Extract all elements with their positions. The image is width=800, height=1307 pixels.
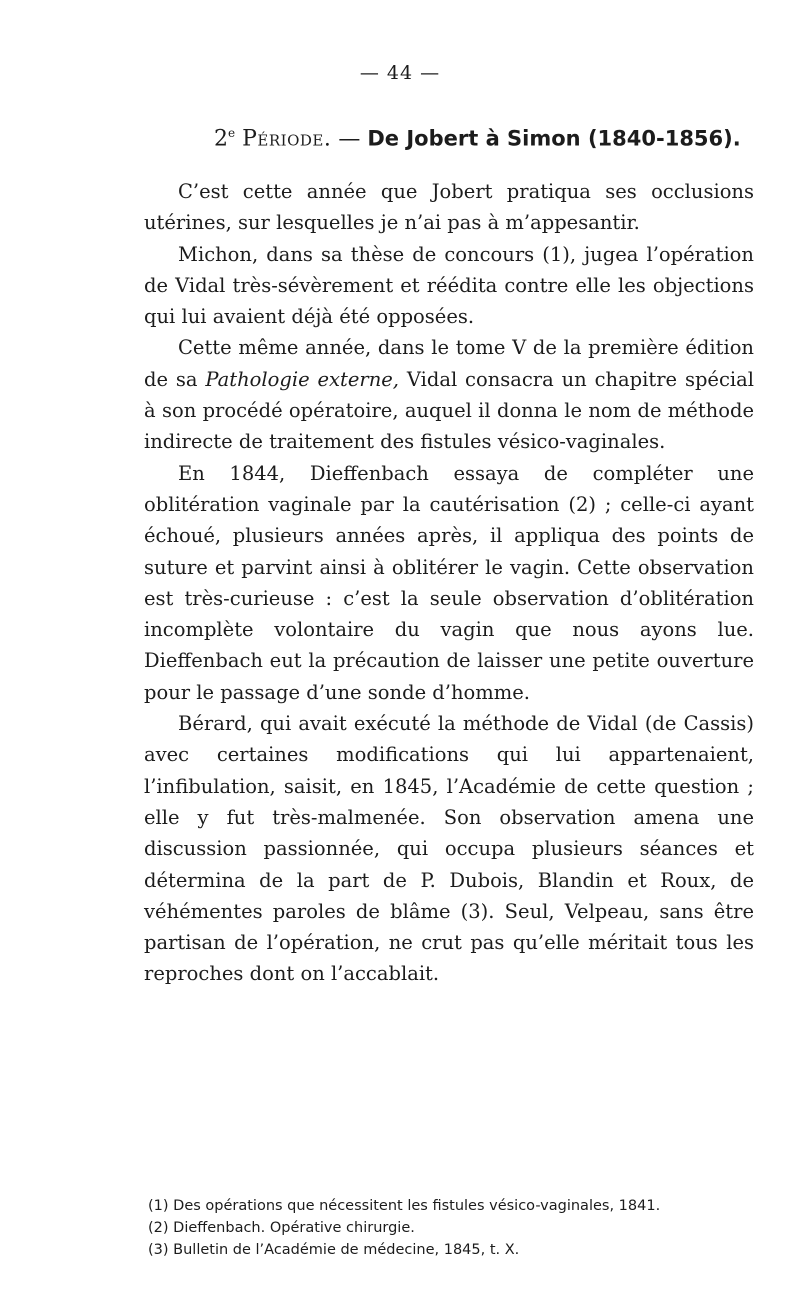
paragraph: C’est cette année que Jobert pratiqua ses occlusions utérines, sur lesquelles je n’ai pas à m’appesantir. [144,180,754,235]
book-title: Pathologie externe, [205,367,399,391]
footnotes [148,1195,758,1261]
heading-dash: — [338,126,361,152]
footnote: (3) Bulletin de l’Académie de médecine, 1845, t. X. [148,1242,520,1258]
body-text [144,176,754,990]
paragraph: Michon, dans sa thèse de concours (1), jugea l’opération de Vidal très-sévèrement et réédita contre elle les objections qui lui avaient déjà été opposées. [144,242,754,329]
footnote: (2) Dieffenbach. Opérative chirurgie. [148,1220,415,1236]
paragraph-text: Cette même année, dans le tome V de la première édition de sa [144,336,754,391]
paragraph: Bérard, qui avait exécuté la méthode de Vidal (de Cassis) avec certaines modifications qui lui appartenaient, l’infibulation, saisit, en 1845, l’Académie de cette question ; elle y fut très-malmenée. Son observation amena une discussion passionnée, qui occupa plusieurs séances et détermina de la part de P. Dubois, Blandin et Roux, de véhémentes paroles de blâme (3). Seul, Velpeau, sans être partisan de l’opération, ne crut pas qu’elle méritait tous les reproches dont on l’accablait. [144,712,754,986]
page-number: — 44 — [359,62,441,84]
paragraph-text: Vidal consacra un chapitre spécial à son procédé opératoire, auquel il donna le nom de méthode indirecte de traitement des fistules vésico-vaginales. [144,367,754,454]
section-title: De Jobert à Simon (1840-1856). [367,126,741,151]
period-label: Période. [242,126,332,152]
period-number: 2 [214,126,228,152]
paragraph: En 1844, Dieffenbach essaya de compléter une oblitération vaginale par la cautérisation (2) ; celle-ci ayant échoué, plusieurs années après, il appliqua des points de suture et parvint ainsi à oblitérer le vagin. Cette observation est très-curieuse : c’est la seule observation d’oblitération incomplète volontaire du vagin que nous ayons lue. Dieffenbach eut la précaution de laisser une petite ouverture pour le passage d’une sonde d’homme. [144,461,754,704]
period-ordinal: e [228,126,236,140]
section-heading [214,126,774,151]
footnote: (1) Des opérations que nécessitent les fistules vésico-vaginales, 1841. [148,1198,661,1214]
paragraph [144,332,754,457]
